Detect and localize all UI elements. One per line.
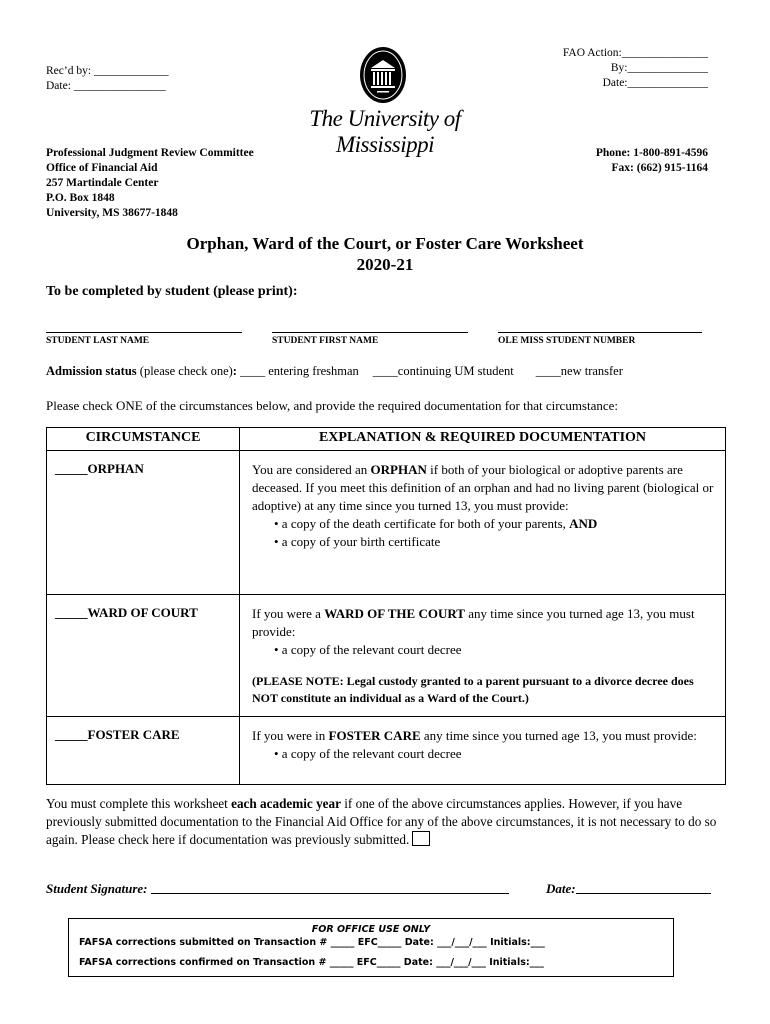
title-year: 2020-21 bbox=[356, 255, 414, 274]
received-date-field[interactable]: Date: ________________ bbox=[46, 80, 166, 92]
fafsa-confirmed-row: FAFSA corrections confirmed on Transaction # _____ EFC_____ Date: ___/___/___ Initials:___ bbox=[79, 957, 544, 968]
orphan-bullet-birth-cert: • a copy of your birth certificate bbox=[274, 534, 441, 549]
ward-bullet-court-decree: • a copy of the relevant court decree bbox=[274, 642, 462, 657]
student-number-field[interactable] bbox=[498, 332, 702, 333]
signature-label: Student Signature: bbox=[46, 881, 151, 896]
student-number-label: OLE MISS STUDENT NUMBER bbox=[498, 336, 636, 346]
ward-note: (PLEASE NOTE: Legal custody granted to a parent pursuant to a divorce decree does NOT constitute an individual as a Ward of the Court.) bbox=[252, 674, 694, 705]
office-address bbox=[46, 146, 254, 221]
first-name-field[interactable] bbox=[272, 332, 468, 333]
orphan-bold: ORPHAN bbox=[370, 462, 427, 477]
admission-hint: (please check one) bbox=[136, 364, 233, 378]
footer-text: You must complete this worksheet bbox=[46, 796, 232, 811]
orphan-text-rest: if both of your biological or adoptive parents are deceased. If you meet this definition of an orphan and had no living parent (biological or adoptive) at any time since you turned 13, you must provide: bbox=[252, 462, 714, 513]
ward-checkbox-label[interactable]: _____WARD OF COURT bbox=[47, 595, 240, 717]
university-name-logo: The University of Mississippi bbox=[309, 106, 461, 157]
foster-bullet-court-decree: • a copy of the relevant court decree bbox=[274, 746, 462, 761]
office-line: Office of Financial Aid bbox=[46, 162, 158, 174]
received-by-field[interactable]: Rec’d by: _____________ bbox=[46, 65, 169, 77]
first-name-label: STUDENT FIRST NAME bbox=[272, 336, 379, 346]
admission-status bbox=[46, 364, 623, 379]
signature-date-field[interactable] bbox=[576, 881, 711, 894]
previously-submitted-checkbox[interactable] bbox=[412, 831, 430, 846]
title-line: Orphan, Ward of the Court, or Foster Care Worksheet bbox=[186, 234, 584, 253]
foster-text: If you were in bbox=[252, 728, 329, 743]
office-line: University, MS 38677-1848 bbox=[46, 207, 178, 219]
worksheet-title bbox=[0, 233, 770, 275]
fafsa-submitted-row: FAFSA corrections submitted on Transaction # _____ EFC_____ Date: ___/___/___ Initials:___ bbox=[79, 937, 545, 948]
signature-field[interactable] bbox=[151, 881, 509, 894]
orphan-explanation bbox=[240, 451, 726, 595]
orphan-bullet-and: AND bbox=[569, 516, 598, 531]
office-line: Professional Judgment Review Committee bbox=[46, 147, 254, 159]
ward-explanation bbox=[240, 595, 726, 717]
signature-date-row bbox=[546, 881, 711, 897]
table-row-foster bbox=[47, 717, 726, 785]
table-row-orphan bbox=[47, 451, 726, 595]
explanation-header: EXPLANATION & REQUIRED DOCUMENTATION bbox=[240, 428, 726, 451]
university-seal-icon bbox=[359, 46, 407, 104]
signature-date-label: Date: bbox=[546, 881, 576, 896]
option-entering-freshman[interactable]: ____ entering freshman bbox=[236, 364, 359, 378]
fao-action-field[interactable]: FAO Action:_______________ bbox=[562, 47, 708, 59]
office-use-title: FOR OFFICE USE ONLY bbox=[311, 924, 431, 935]
footer-bold: each academic year bbox=[231, 796, 341, 811]
admission-label: Admission status bbox=[46, 364, 137, 378]
fao-block bbox=[563, 46, 708, 91]
office-use-box bbox=[68, 918, 674, 977]
last-name-field[interactable] bbox=[46, 332, 242, 333]
please-check-text: Please check ONE of the circumstances below, and provide the required documentation for that circumstance: bbox=[46, 398, 619, 413]
office-line: 257 Martindale Center bbox=[46, 177, 159, 189]
contact-block bbox=[596, 146, 708, 176]
signature-row bbox=[46, 881, 509, 897]
office-line: P.O. Box 1848 bbox=[46, 192, 115, 204]
admission-colon: : bbox=[232, 364, 237, 378]
foster-bold: FOSTER CARE bbox=[328, 728, 421, 743]
annual-requirement-paragraph bbox=[46, 795, 726, 849]
foster-explanation bbox=[240, 717, 726, 785]
option-new-transfer[interactable]: ____new transfer bbox=[535, 364, 623, 378]
fao-by-field[interactable]: By:______________ bbox=[610, 62, 708, 74]
orphan-checkbox-label[interactable]: _____ORPHAN bbox=[47, 451, 240, 595]
circumstance-header: CIRCUMSTANCE bbox=[47, 428, 240, 451]
footer-text-rest: if one of the above circumstances applies. However, if you have previously submitted documentation to the Financial Aid Office for any of the above circumstances, it is not necessary to do so again. Please check here if documentation was previously submitted. bbox=[46, 796, 717, 847]
received-block bbox=[46, 64, 169, 94]
fao-date-field[interactable]: Date:______________ bbox=[602, 77, 708, 89]
foster-checkbox-label[interactable]: _____FOSTER CARE bbox=[47, 717, 240, 785]
instruction-text: To be completed by student (please print): bbox=[46, 284, 298, 299]
ward-text: If you were a bbox=[252, 606, 325, 621]
ward-text-rest: any time since you turned age 13, you must provide: bbox=[252, 606, 695, 639]
last-name-label: STUDENT LAST NAME bbox=[46, 336, 150, 346]
circumstance-table bbox=[46, 427, 726, 785]
option-continuing-student[interactable]: ____continuing UM student bbox=[372, 364, 514, 378]
orphan-bullet-death-cert: • a copy of the death certificate for both of your parents, bbox=[274, 516, 570, 531]
fax-number: Fax: (662) 915-1164 bbox=[611, 162, 708, 174]
table-row-ward bbox=[47, 595, 726, 717]
phone-number: Phone: 1-800-891-4596 bbox=[595, 147, 708, 159]
orphan-text: You are considered an bbox=[252, 462, 371, 477]
table-header-row bbox=[47, 428, 726, 451]
ward-bold: WARD OF THE COURT bbox=[324, 606, 465, 621]
foster-text-rest: any time since you turned age 13, you must provide: bbox=[420, 728, 697, 743]
